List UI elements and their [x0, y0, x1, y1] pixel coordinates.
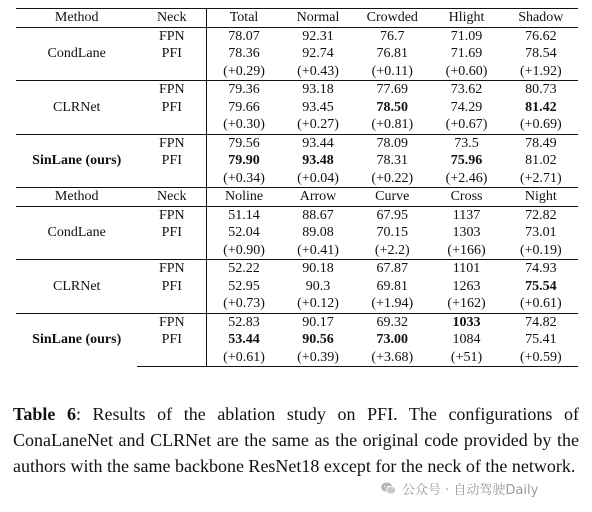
- value-cell: (+2.2): [374, 242, 410, 258]
- value-cell: 90.17: [281, 313, 355, 331]
- value-cell: 76.62: [504, 27, 578, 45]
- header-cell: Hlight: [429, 9, 503, 28]
- value-cell: (+0.04): [297, 170, 339, 186]
- header-neck: Neck: [137, 9, 206, 28]
- value-cell: (+51): [429, 349, 503, 367]
- table-row: [16, 27, 578, 45]
- value-cell: 92.31: [281, 27, 355, 45]
- table-caption: [13, 401, 579, 479]
- value-cell: (+0.11): [371, 63, 413, 79]
- value-cell: (+3.68): [355, 349, 429, 367]
- value-cell: (+0.19): [519, 242, 562, 258]
- header-cell: Total: [207, 9, 281, 28]
- value-cell: 74.29: [450, 99, 483, 115]
- neck-cell: FPN: [137, 313, 206, 331]
- value-cell: (+0.67): [445, 117, 488, 132]
- neck-cell: FPN: [137, 27, 206, 45]
- value-cell: 81.42: [525, 99, 557, 115]
- header-neck: Neck: [137, 188, 206, 207]
- value-cell: (+0.29): [223, 63, 265, 79]
- header-cell: Cross: [429, 188, 503, 207]
- watermark: [380, 478, 538, 498]
- header-row: [16, 9, 578, 28]
- method-cell: CondLane: [16, 206, 137, 260]
- neck-cell: PFI: [137, 99, 206, 117]
- value-cell: 52.95: [228, 278, 260, 294]
- neck-cell: [137, 170, 206, 188]
- value-cell: (+0.12): [297, 296, 339, 311]
- table-row: [16, 206, 578, 224]
- results-table: [16, 8, 578, 367]
- value-cell: 79.90: [228, 153, 260, 168]
- value-cell: 79.36: [207, 81, 281, 99]
- value-cell: 92.74: [302, 46, 334, 61]
- neck-cell: [137, 63, 206, 81]
- value-cell: (+0.81): [371, 117, 414, 132]
- value-cell: (+2.71): [519, 170, 562, 186]
- value-cell: (+0.39): [281, 349, 355, 367]
- value-cell: 73.62: [429, 81, 503, 99]
- value-cell: 93.18: [281, 81, 355, 99]
- header-row: [16, 188, 578, 207]
- value-cell: 78.54: [525, 46, 557, 61]
- value-cell: 93.44: [281, 134, 355, 152]
- table-row: [16, 313, 578, 331]
- value-cell: 73.01: [525, 225, 557, 240]
- table-row: [16, 260, 578, 278]
- value-cell: (+0.22): [371, 170, 414, 186]
- value-cell: 75.41: [525, 332, 557, 347]
- table-row: [16, 81, 578, 99]
- value-cell: 90.56: [302, 332, 334, 347]
- header-method: Method: [16, 188, 137, 207]
- value-cell: (+0.59): [504, 349, 578, 367]
- value-cell: 53.44: [228, 332, 260, 347]
- value-cell: 78.31: [376, 153, 409, 168]
- value-cell: 74.93: [504, 260, 578, 278]
- caption-text: : Results of the ablation study on PFI. The configurations of ConaLaneNet and CLRNet are the same as the original code provided by the authors with the same backbone ResNet18 except for the neck of the network.: [13, 404, 579, 476]
- value-cell: 72.82: [504, 206, 578, 224]
- value-cell: (+2.46): [445, 170, 488, 186]
- neck-cell: [137, 242, 206, 260]
- value-cell: (+0.34): [223, 170, 265, 186]
- value-cell: (+0.41): [297, 242, 339, 258]
- neck-cell: PFI: [137, 278, 206, 296]
- method-cell: CondLane: [16, 27, 137, 81]
- watermark-text: 公众号 · 自动驾驶Daily: [402, 482, 539, 498]
- value-cell: 1137: [429, 206, 503, 224]
- value-cell: 71.69: [450, 46, 483, 61]
- value-cell: 51.14: [207, 206, 281, 224]
- value-cell: (+0.73): [223, 296, 265, 311]
- method-cell: CLRNet: [16, 260, 137, 314]
- value-cell: 1033: [429, 313, 503, 331]
- value-cell: 75.54: [525, 278, 557, 294]
- neck-cell: PFI: [137, 45, 206, 63]
- value-cell: 52.22: [207, 260, 281, 278]
- value-cell: 52.83: [207, 313, 281, 331]
- header-method: Method: [16, 9, 137, 28]
- value-cell: 76.7: [355, 27, 429, 45]
- value-cell: (+162): [447, 296, 486, 311]
- value-cell: (+1.92): [519, 63, 562, 79]
- value-cell: (+0.43): [297, 63, 339, 79]
- value-cell: (+0.90): [223, 242, 265, 258]
- neck-cell: PFI: [137, 152, 206, 170]
- method-cell: CLRNet: [16, 81, 137, 135]
- value-cell: 80.73: [504, 81, 578, 99]
- header-cell: Normal: [281, 9, 355, 28]
- value-cell: 93.48: [302, 153, 334, 168]
- value-cell: 79.56: [207, 134, 281, 152]
- value-cell: (+1.94): [371, 296, 414, 311]
- value-cell: (+0.61): [519, 296, 562, 311]
- value-cell: 1263: [452, 278, 481, 294]
- neck-cell: FPN: [137, 206, 206, 224]
- method-cell: SinLane (ours): [16, 134, 137, 188]
- wechat-icon: [380, 480, 397, 497]
- value-cell: (+0.61): [207, 349, 281, 367]
- value-cell: 1084: [452, 332, 481, 347]
- value-cell: 67.87: [355, 260, 429, 278]
- header-cell: Arrow: [281, 188, 355, 207]
- value-cell: 73.5: [429, 134, 503, 152]
- neck-cell: FPN: [137, 134, 206, 152]
- value-cell: 90.18: [281, 260, 355, 278]
- value-cell: 70.15: [376, 225, 409, 240]
- value-cell: 89.08: [302, 225, 334, 240]
- value-cell: 81.02: [525, 153, 557, 168]
- table-body: [16, 9, 578, 367]
- value-cell: (+166): [447, 242, 486, 258]
- neck-cell: FPN: [137, 81, 206, 99]
- value-cell: 69.81: [376, 278, 409, 294]
- value-cell: 88.67: [281, 206, 355, 224]
- value-cell: 78.36: [228, 46, 260, 61]
- value-cell: 90.3: [305, 278, 331, 294]
- value-cell: 93.45: [302, 99, 334, 115]
- neck-cell: FPN: [137, 260, 206, 278]
- value-cell: (+0.69): [519, 117, 562, 132]
- value-cell: 52.04: [228, 225, 260, 240]
- neck-cell: [137, 349, 206, 367]
- results-table-container: [16, 8, 578, 367]
- header-cell: Shadow: [504, 9, 578, 28]
- neck-cell: [137, 295, 206, 313]
- header-cell: Crowded: [355, 9, 429, 28]
- value-cell: 78.50: [376, 99, 409, 115]
- value-cell: 1303: [452, 225, 481, 240]
- value-cell: 79.66: [228, 99, 260, 115]
- neck-cell: PFI: [137, 331, 206, 349]
- header-cell: Night: [504, 188, 578, 207]
- value-cell: 76.81: [376, 46, 409, 61]
- value-cell: 74.82: [504, 313, 578, 331]
- caption-label: Table 6: [13, 404, 76, 424]
- value-cell: 1101: [429, 260, 503, 278]
- neck-cell: PFI: [137, 224, 206, 242]
- value-cell: (+0.27): [297, 117, 339, 132]
- value-cell: 69.32: [355, 313, 429, 331]
- neck-cell: [137, 116, 206, 134]
- header-cell: Noline: [207, 188, 281, 207]
- value-cell: 77.69: [355, 81, 429, 99]
- value-cell: 78.09: [355, 134, 429, 152]
- value-cell: 78.49: [504, 134, 578, 152]
- table-row: [16, 134, 578, 152]
- method-cell: SinLane (ours): [16, 313, 137, 367]
- value-cell: 67.95: [355, 206, 429, 224]
- value-cell: 75.96: [450, 153, 483, 168]
- value-cell: 71.09: [429, 27, 503, 45]
- value-cell: 73.00: [376, 332, 409, 347]
- value-cell: (+0.60): [445, 63, 488, 79]
- value-cell: 78.07: [207, 27, 281, 45]
- value-cell: (+0.30): [223, 117, 265, 132]
- header-cell: Curve: [355, 188, 429, 207]
